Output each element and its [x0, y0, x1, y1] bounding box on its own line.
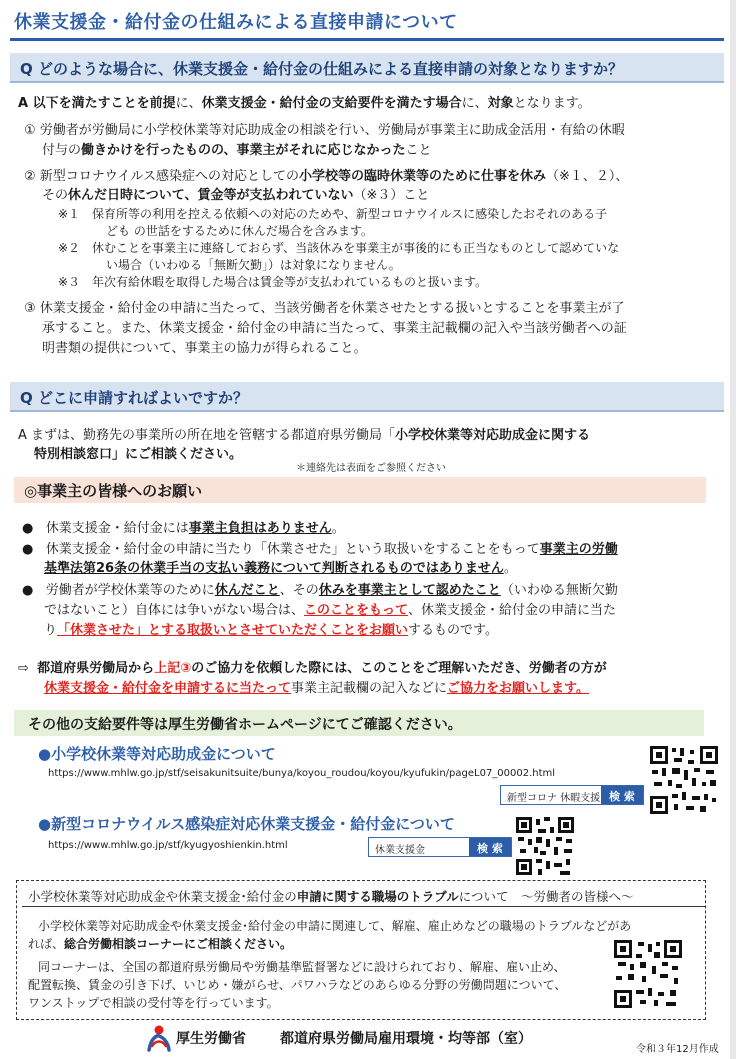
link-1-url[interactable]: https://www.mhlw.go.jp/stf/seisakunitsuite/bunya/koyou_roudou/koyou/kyufukin/pageL07_00002.html: [48, 768, 556, 779]
condition-2-line2: その休んだ日時について、賃金等が支払われていない（※３）こと: [42, 188, 430, 203]
trouble-p1-line1: 小学校休業等対応助成金や休業支援金･給付金の申請に関連して、解雇、雇止めなどの職場のトラブルなどがあ: [38, 919, 632, 933]
request-bullet-3-line3: り「休業させた」とする取扱いとさせていただくことをお願いするものです。: [44, 623, 498, 638]
note-1-line2: ども の世話をするために休んだ場合を含みます。: [106, 224, 373, 238]
page-title: 休業支援金・給付金の仕組みによる直接申請について: [14, 12, 458, 33]
search-box-2[interactable]: [368, 837, 512, 857]
answer-1-intro: A 以下を満たすことを前提に、休業支援金・給付金の支給要件を満たす場合に、対象となります。: [18, 96, 591, 111]
request-bullet-3-line2: ではないこと）自体には争いがない場合は、このことをもって、休業支援金・給付金の申請に当た: [44, 603, 617, 618]
created-date: 令和３年12月作成: [636, 1044, 719, 1055]
qr-code-icon[interactable]: [514, 815, 576, 877]
request-arrow-line1: ⇨ 都道府県労働局から上記③のご協力を依頼した際には、このことをご理解いただき、労働者の方が: [18, 661, 607, 676]
condition-2-line1: ② 新型コロナウイルス感染症への対応としての小学校等の臨時休業等のために仕事を休み（※１、２）、: [24, 169, 629, 184]
condition-3-line3: 明書類の提供について、事業主の協力が得られること。: [42, 341, 367, 356]
request-bullet-1: ● 休業支援金・給付金には事業主負担はありません。: [22, 521, 345, 536]
link-2-url[interactable]: https://www.mhlw.go.jp/stf/kyugyoshienkin.html: [48, 840, 288, 851]
contact-note: ＊連絡先は表面をご参照ください: [296, 463, 446, 474]
trouble-p2-line3: ワンストップで相談の受付等を行っています。: [28, 996, 279, 1010]
note-2-line2: い場合（いわゆる「無断欠勤」）は対象になりません。: [106, 258, 401, 272]
request-arrow-line2: 休業支援金・給付金を申請するに当たって事業主記載欄の記入などにご協力をお願いします。: [44, 681, 589, 696]
request-bullet-2-line1: ● 休業支援金・給付金の申請に当たり「休業させた」という取扱いをすることをもって事業主の労働: [22, 542, 618, 557]
trouble-p2-line1: 同コーナーは、全国の都道府県労働局や労働基準監督署などに設けられており、解雇、雇い止め、: [38, 960, 566, 974]
trouble-divider: [22, 906, 706, 907]
note-3: ※３ 年次有給休暇を取得した場合は賃金等が支払われているものと扱います。: [58, 275, 488, 289]
condition-3-line2: 承すること。また、休業支援金・給付金の申請に当たって、事業主記載欄の記入や当該労働者への証: [42, 321, 627, 336]
request-heading: ◎事業主の皆様へのお願い: [14, 477, 706, 503]
request-bullet-3-line1: ● 労働者が学校休業等のために休んだこと、その休みを事業主として認めたこと（いわゆる無断欠勤: [22, 583, 618, 598]
search-button-2[interactable]: 検 索: [469, 838, 511, 856]
arrow-right-icon: ⇨: [18, 661, 29, 676]
search-button-1[interactable]: 検 索: [601, 786, 643, 804]
search-input-2[interactable]: 休業支援金: [369, 838, 469, 856]
other-info-heading: その他の支給要件等は厚生労働省ホームページにてご確認ください。: [14, 710, 704, 736]
link-1-title[interactable]: ●小学校休業等対応助成金について: [38, 745, 276, 763]
question-2-bar: Q どこに申請すればよいですか？: [10, 382, 724, 412]
link-2-title[interactable]: ●新型コロナウイルス感染症対応休業支援金・給付金について: [38, 815, 455, 833]
answer-2-line2: 特別相談窓口」にご相談ください。: [34, 447, 243, 462]
trouble-heading: 小学校休業等対応助成金や休業支援金･給付金の申請に関する職場のトラブルについて ～労働者の皆様へ～: [28, 889, 634, 904]
search-box-1[interactable]: [500, 785, 644, 805]
question-1-bar: Q どのような場合に、休業支援金・給付金の仕組みによる直接申請の対象となりますか？: [10, 53, 724, 83]
ministry-logo-icon: [146, 1024, 172, 1056]
bullet-icon: ●: [22, 521, 34, 536]
request-bullet-2-line2: 基準法第26条の休業手当の支払い義務について判断されるものではありません。: [44, 561, 517, 576]
condition-1-line2: 付与の働きかけを行ったものの、事業主がそれに応じなかったこと: [42, 143, 432, 158]
ministry-name: 厚生労働省: [176, 1031, 246, 1047]
qr-code-icon[interactable]: [648, 744, 720, 816]
note-2-line1: ※２ 休むことを事業主に連絡しておらず、当該休みを事業主が事後的にも正当なものとして認めていな: [58, 241, 620, 255]
department-name: 都道府県労働局雇用環境・均等部（室）: [280, 1031, 532, 1047]
bullet-icon: ●: [22, 583, 34, 598]
search-input-1[interactable]: 新型コロナ 休暇支援: [501, 786, 601, 804]
trouble-p2-line2: 配置転換、賃金の引き下げ、いじめ・嫌がらせ、パワハラなどのあらゆる分野の労働問題について、: [28, 978, 567, 992]
trouble-p1-line2: れば、総合労働相談コーナーにご相談ください。: [28, 937, 293, 951]
condition-3-line1: ③ 休業支援金・給付金の申請に当たって、当該労働者を休業させたとする扱いとすることを事業主が了: [24, 301, 625, 316]
bullet-icon: ●: [22, 542, 34, 557]
condition-1-line1: ① 労働者が労働局に小学校休業等対応助成金の相談を行い、労働局が事業主に助成金活用・有給の休暇: [24, 123, 625, 138]
title-underline: [10, 38, 724, 41]
qr-code-icon[interactable]: [612, 938, 684, 1010]
note-1-line1: ※１ 保育所等の利用を控える依頼への対応のためや、新型コロナウイルスに感染したおそれのある子: [58, 207, 608, 221]
answer-2-line1: A まずは、勤務先の事業所の所在地を管轄する都道府県労働局「小学校休業等対応助成金に関する: [18, 428, 591, 443]
